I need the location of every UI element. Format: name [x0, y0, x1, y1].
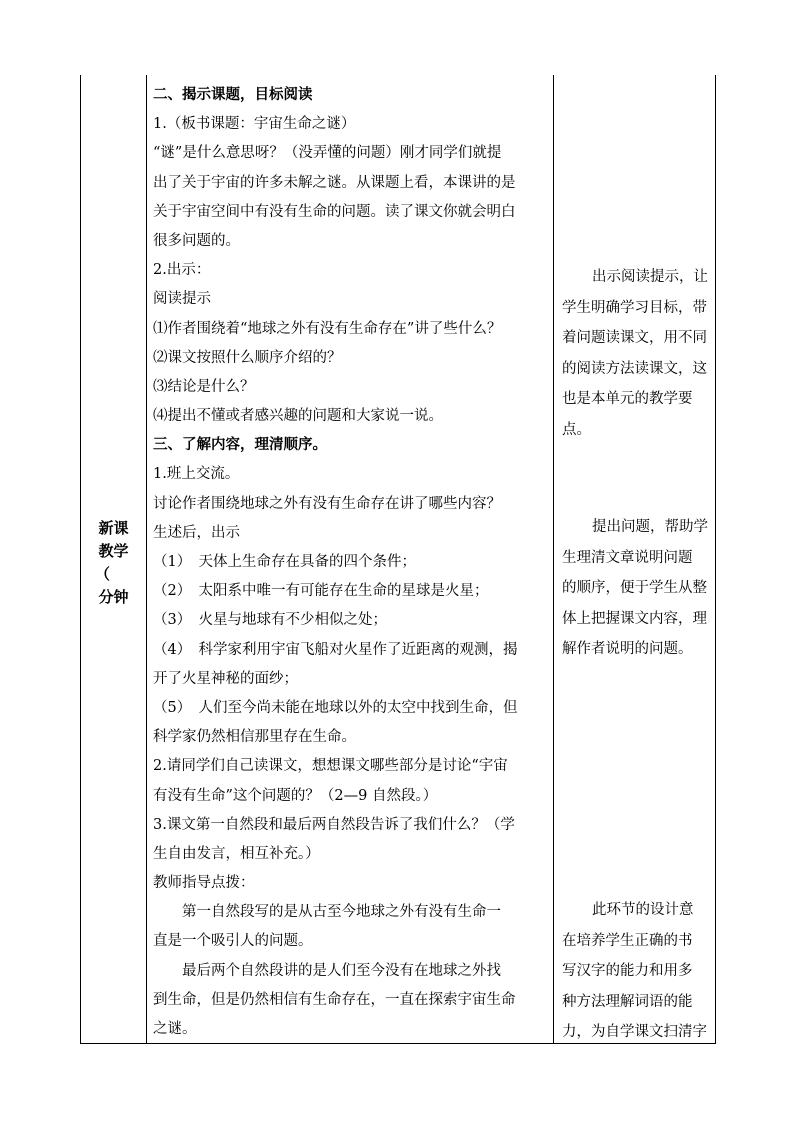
note-line: 体上把握课文内容，理 [562, 610, 707, 627]
content-line: 阅读提示 [153, 291, 211, 308]
content-line: （1） 天体上生命存在具备的四个条件； [153, 554, 416, 570]
note-line: 解作者说明的问题。 [562, 641, 693, 657]
note-line: 此环节的设计意 [592, 902, 694, 918]
content-line: 出了关于宇宙的许多未解之谜。从课题上看，本课讲的是 [153, 174, 516, 191]
content-line: （2） 太阳系中唯一有可能存在生命的星球是火星； [153, 583, 489, 600]
content-line: （5） 人们至今尚未能在地球以外的太空中找到生命，但 [153, 699, 518, 716]
section-heading: 三、了解内容，理清顺序。 [153, 437, 327, 454]
section-heading: 二、揭示课题，目标阅读 [153, 87, 313, 103]
note-line: 种方法理解词语的能 [562, 993, 693, 1010]
content-line: 2.出示： [153, 262, 211, 279]
content-line: 关于宇宙空间中有没有生命的问题。读了课文你就会明白 [153, 203, 516, 220]
design-note-1 [562, 262, 712, 445]
note-line: 点。 [562, 421, 591, 438]
content-line: 教师指导点拨： [153, 875, 255, 892]
content-line: （4） 科学家利用宇宙飞船对火星作了近距离的观测，揭 [153, 641, 518, 658]
content-line: 1.班上交流。 [153, 466, 240, 483]
content-line: （3） 火星与地球有不少相似之处； [153, 612, 387, 629]
content-line: 最后两个自然段讲的是人们至今没有在地球之外找 [182, 962, 501, 979]
note-line: 提出问题，帮助学 [592, 519, 708, 535]
content-line: 开了火星神秘的面纱； [153, 670, 298, 687]
content-line: “谜”是什么意思呀？（没弄懂的问题）刚才同学们就提 [153, 145, 502, 162]
note-line: 出示阅读提示，让 [592, 269, 708, 285]
note-line: 也是本单元的教学要 [562, 391, 693, 407]
content-line: 第一自然段写的是从古至今地球之外有没有生命一 [182, 904, 501, 921]
content-line: 3.课文第一自然段和最后两自然段告诉了我们什么？（学 [153, 816, 515, 833]
note-line: 的顺序，便于学生从整 [562, 580, 707, 596]
design-note-3 [562, 895, 712, 1048]
content-line: 到生命，但是仍然相信有生命存在，一直在探索宇宙生命 [153, 991, 516, 1008]
content-line: 2.请同学们自己读课文，想想课文哪些部分是讨论“宇宙 [153, 758, 508, 775]
content-line: ⑵课文按照什么顺序介绍的？ [153, 349, 342, 366]
content-line: ⑷提出不懂或者感兴趣的问题和大家说一说。 [153, 408, 443, 425]
note-line: 生理清文章说明问题 [562, 549, 693, 566]
content-line: 讨论作者围绕地球之外有没有生命存在讲了哪些内容？ [153, 495, 501, 512]
note-line: 着问题读课文，用不同 [562, 330, 707, 346]
content-line: ⑴作者围绕着“地球之外有没有生命存在”讲了些什么？ [153, 320, 502, 337]
lesson-content [153, 81, 561, 1044]
note-line: 的阅读方法读课文，这 [562, 360, 707, 377]
stage-label-line: （ [95, 565, 111, 583]
content-line: 有没有生命”这个问题的？（2—9 自然段。） [153, 787, 438, 804]
content-line: 生自由发言，相互补充。） [153, 845, 320, 862]
column-divider [146, 75, 147, 1043]
lesson-plan-table [80, 75, 716, 1044]
stage-label-line: 分钟 [98, 588, 129, 606]
note-line: 力，为自学课文扫清字 [562, 1024, 707, 1040]
content-line: 之谜。 [153, 1021, 197, 1037]
note-line: 在培养学生正确的书 [562, 932, 693, 949]
design-note-2 [562, 512, 712, 665]
stage-label [81, 517, 146, 609]
content-line: 直是一个吸引人的问题。 [153, 933, 313, 950]
stage-label-line: 教学 [98, 542, 129, 560]
note-line: 学生明确学习目标，带 [562, 299, 707, 316]
content-line: 1.（板书课题：宇宙生命之谜） [153, 116, 356, 133]
content-line: 科学家仍然相信那里存在生命。 [153, 729, 356, 746]
content-line: ⑶结论是什么？ [153, 378, 255, 395]
note-line: 写汉字的能力和用多 [562, 963, 693, 979]
stage-label-line: 新课 [98, 519, 129, 537]
content-line: 生述后，出示 [153, 524, 240, 541]
content-line: 很多问题的。 [153, 232, 240, 249]
